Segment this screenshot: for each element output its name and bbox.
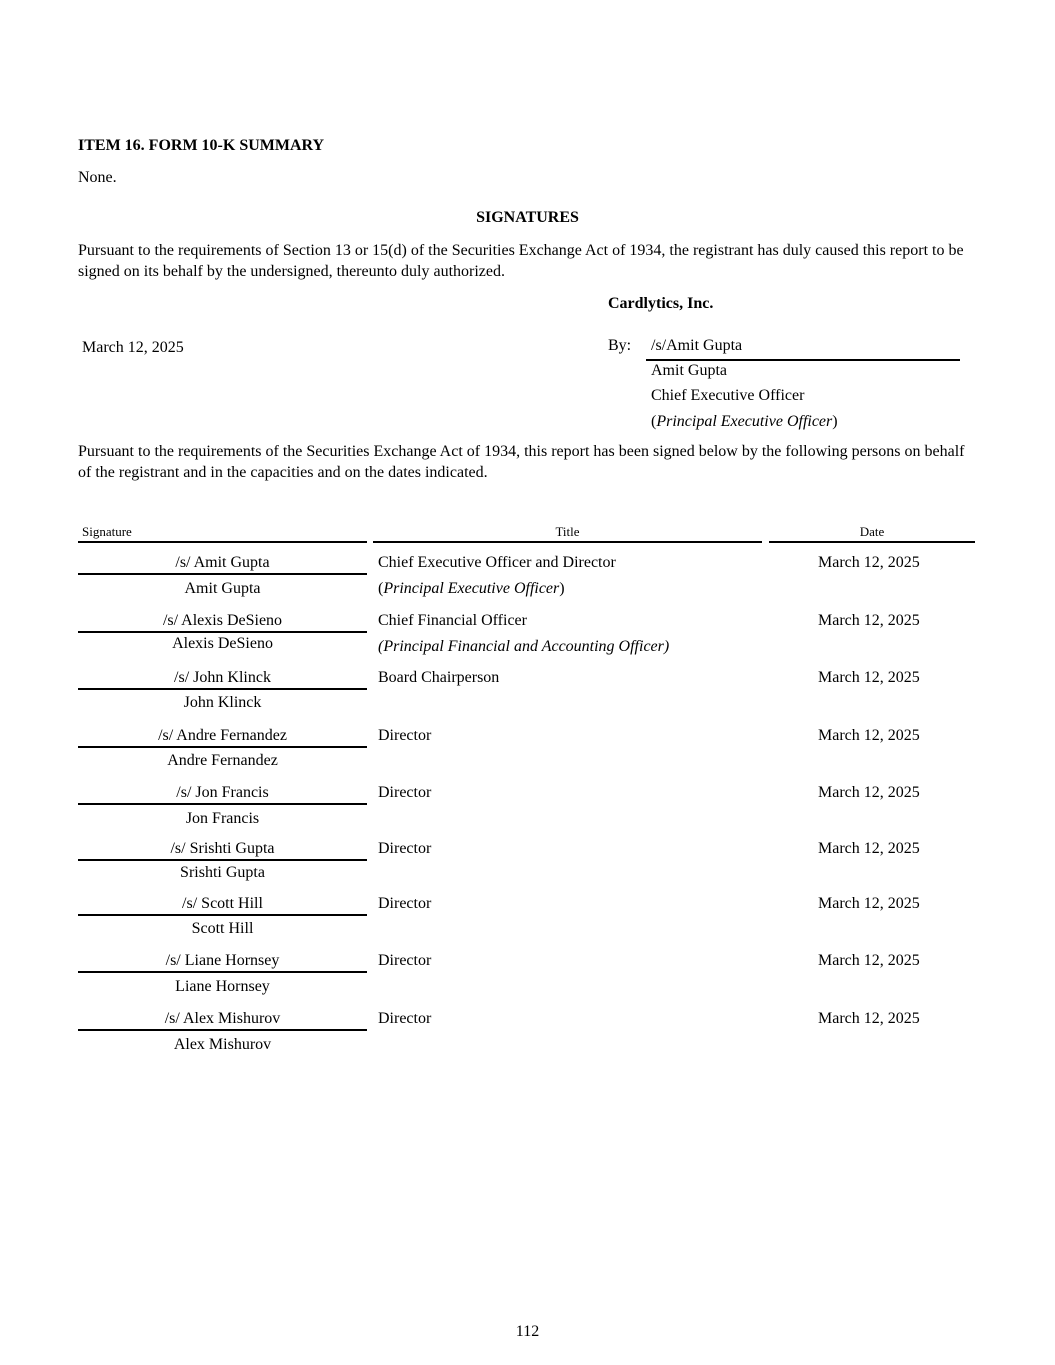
row-signature: /s/ Alex Mishurov — [164, 1010, 281, 1027]
row-title: Chief Financial Officer — [378, 612, 527, 629]
row-signature-line — [78, 859, 367, 861]
row-date: March 12, 2025 — [818, 895, 920, 912]
row-signature: /s/ Srishti Gupta — [170, 840, 275, 857]
row-name: Alex Mishurov — [173, 1036, 272, 1053]
row-name: Alexis DeSieno — [172, 635, 273, 652]
row-signature-line — [78, 1029, 367, 1031]
page-number: 112 — [515, 1323, 540, 1340]
row-name: Scott Hill — [191, 920, 254, 937]
row-date: March 12, 2025 — [818, 612, 920, 629]
row-signature-line — [78, 803, 367, 805]
row-date: March 12, 2025 — [818, 784, 920, 801]
row-signature-line — [78, 971, 367, 973]
row-signature-line — [78, 914, 367, 916]
row-title: Director — [378, 784, 432, 801]
item16-body: None. — [78, 169, 117, 186]
header-title: Title — [555, 524, 580, 539]
registrant-signer-title: Chief Executive Officer — [651, 387, 805, 404]
row-signature: /s/ Andre Fernandez — [158, 727, 287, 744]
registrant-signer-capacity: (Principal Executive Officer) — [651, 413, 838, 430]
company-name: Cardlytics, Inc. — [608, 295, 714, 312]
item16-heading: ITEM 16. FORM 10-K SUMMARY — [78, 137, 325, 154]
row-capacity: (Principal Financial and Accounting Officer) — [378, 638, 670, 655]
signing-date: March 12, 2025 — [82, 339, 184, 356]
row-signature: /s/ Amit Gupta — [175, 554, 270, 571]
header-date: Date — [859, 524, 885, 539]
signatures-intro: Pursuant to the requirements of Section 13 or 15(d) of the Securities Exchange Act of 1934, the registrant has duly caused this report to be signed on its behalf by the undersigned, thereunto duly authorized. — [78, 242, 964, 280]
registrant-signature-line — [646, 359, 960, 361]
row-name: Andre Fernandez — [167, 752, 278, 769]
header-rule-date — [769, 541, 975, 543]
row-date: March 12, 2025 — [818, 1010, 920, 1027]
by-label: By: — [608, 337, 632, 354]
row-signature-line — [78, 688, 367, 690]
row-signature: /s/ Scott Hill — [182, 895, 263, 912]
registrant-signature: /s/Amit Gupta — [651, 337, 743, 354]
row-signature: /s/ John Klinck — [174, 669, 271, 686]
row-name: Amit Gupta — [184, 580, 261, 597]
row-title: Director — [378, 1010, 432, 1027]
header-signature: Signature — [82, 524, 132, 539]
signatures-heading: SIGNATURES — [476, 209, 579, 226]
row-title: Chief Executive Officer and Director — [378, 554, 616, 571]
row-name: Srishti Gupta — [180, 864, 265, 881]
row-signature: /s/ Liane Hornsey — [165, 952, 280, 969]
row-date: March 12, 2025 — [818, 669, 920, 686]
row-capacity: (Principal Executive Officer) — [378, 580, 565, 597]
row-name: Jon Francis — [185, 810, 260, 827]
header-rule-title — [373, 541, 762, 543]
row-name: Liane Hornsey — [175, 978, 270, 995]
row-date: March 12, 2025 — [818, 727, 920, 744]
registrant-signer-name: Amit Gupta — [651, 362, 727, 379]
row-signature: /s/ Alexis DeSieno — [162, 612, 283, 629]
row-title: Director — [378, 727, 432, 744]
row-title: Board Chairperson — [378, 669, 500, 686]
persons-intro: Pursuant to the requirements of the Securities Exchange Act of 1934, this report has been signed below by the following persons on behalf of the registrant and in the capacities and on the dates indicated. — [78, 443, 965, 481]
row-signature: /s/ Jon Francis — [176, 784, 269, 801]
row-name: John Klinck — [183, 694, 262, 711]
row-signature-line — [78, 573, 367, 575]
row-title: Director — [378, 895, 432, 912]
row-date: March 12, 2025 — [818, 840, 920, 857]
row-title: Director — [378, 952, 432, 969]
header-rule-signature — [78, 541, 367, 543]
row-title: Director — [378, 840, 432, 857]
row-signature-line — [78, 746, 367, 748]
row-signature-line — [78, 631, 367, 633]
row-date: March 12, 2025 — [818, 554, 920, 571]
row-date: March 12, 2025 — [818, 952, 920, 969]
